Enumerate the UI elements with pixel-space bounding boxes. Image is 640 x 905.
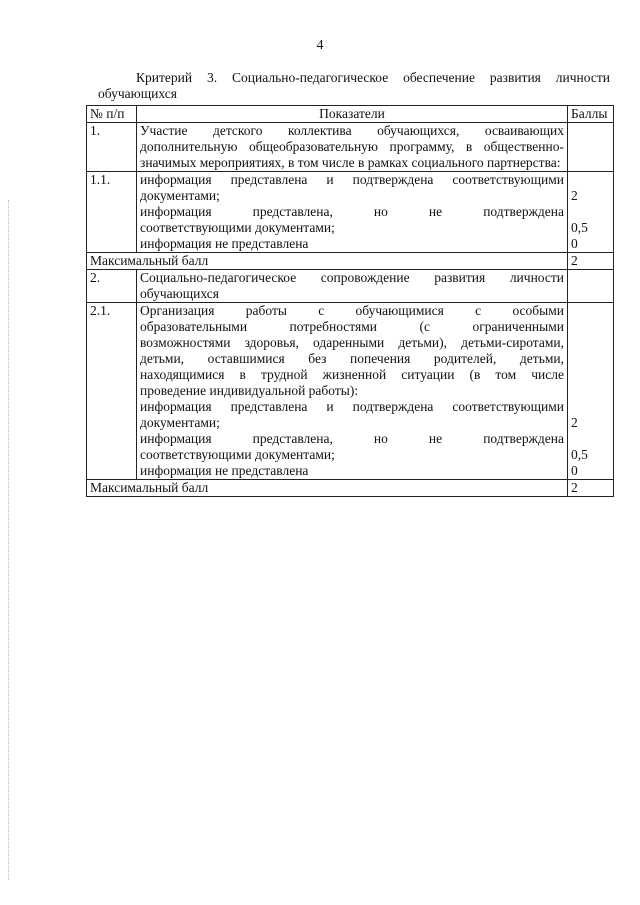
row-number: 2.1. <box>87 303 137 480</box>
max-score-label: Максимальный балл <box>87 253 568 270</box>
max-score-value: 2 <box>568 480 614 497</box>
criteria-table <box>86 105 614 497</box>
max-score-row <box>87 480 614 497</box>
row-number: 2. <box>87 270 137 303</box>
indicator-line: образовательными потребностями (с ограниченными <box>140 319 564 334</box>
points-value: 0,5 <box>571 220 588 235</box>
points-value: 2 <box>571 188 578 203</box>
indicator-line: документами; <box>140 188 220 203</box>
points-value: 2 <box>571 415 578 430</box>
indicator-line: информация не представлена <box>140 463 309 478</box>
criterion-heading-line2: обучающихся <box>98 86 177 101</box>
header-indicators: Показатели <box>137 106 568 123</box>
indicator-line: Участие детского коллектива обучающихся, осваивающих <box>140 123 564 138</box>
header-points: Баллы <box>568 106 614 123</box>
indicator-line: информация не представлена <box>140 236 309 251</box>
row-indicator <box>137 172 568 253</box>
table-row <box>87 270 614 303</box>
indicator-line: проведение индивидуальной работы): <box>140 383 359 398</box>
row-number: 1.1. <box>87 172 137 253</box>
indicator-line: Социально-педагогическое сопровождение развития личности <box>140 270 564 285</box>
header-number: № п/п <box>87 106 137 123</box>
indicator-line: информация представлена, но не подтверждена <box>140 204 564 219</box>
table-row <box>87 303 614 480</box>
row-indicator <box>137 303 568 480</box>
max-score-label: Максимальный балл <box>87 480 568 497</box>
indicator-line: детьми, оставшимися без попечения родителей, детьми, <box>140 351 564 366</box>
indicator-line: документами; <box>140 415 220 430</box>
indicator-line: информация представлена и подтверждена соответствующими <box>140 399 564 414</box>
row-indicator <box>137 123 568 172</box>
indicator-line: значимых мероприятиях, в том числе в рамках социального партнерства: <box>140 155 561 170</box>
indicator-line: соответствующими документами; <box>140 447 335 462</box>
row-indicator <box>137 270 568 303</box>
points-value: 0 <box>571 463 578 478</box>
indicator-line: находящимися в трудной жизненной ситуации (в том числе <box>140 367 564 382</box>
indicator-line: Организация работы с обучающимися с особыми <box>140 303 564 318</box>
max-score-value: 2 <box>568 253 614 270</box>
scan-edge-mark <box>8 200 10 880</box>
table-row <box>87 123 614 172</box>
indicator-line: соответствующими документами; <box>140 220 335 235</box>
page-number: 4 <box>316 38 324 53</box>
table-header-row <box>87 106 614 123</box>
indicator-line: обучающихся <box>140 286 219 301</box>
points-value: 0 <box>571 236 578 251</box>
indicator-line: информация представлена и подтверждена соответствующими <box>140 172 564 187</box>
row-points <box>568 270 614 303</box>
criterion-heading-line1: Критерий 3. Социально-педагогическое обеспечение развития личности <box>136 70 610 85</box>
row-points <box>568 303 614 480</box>
table-row <box>87 172 614 253</box>
points-value: 0,5 <box>571 447 588 462</box>
indicator-line: дополнительную общеобразовательную программу, в общественно- <box>140 139 564 154</box>
indicator-line: информация представлена, но не подтверждена <box>140 431 564 446</box>
row-points <box>568 123 614 172</box>
row-points <box>568 172 614 253</box>
row-number: 1. <box>87 123 137 172</box>
criterion-heading <box>86 70 610 102</box>
max-score-row <box>87 253 614 270</box>
indicator-line: возможностями здоровья, одаренными детьми), детьми-сиротами, <box>140 335 564 350</box>
